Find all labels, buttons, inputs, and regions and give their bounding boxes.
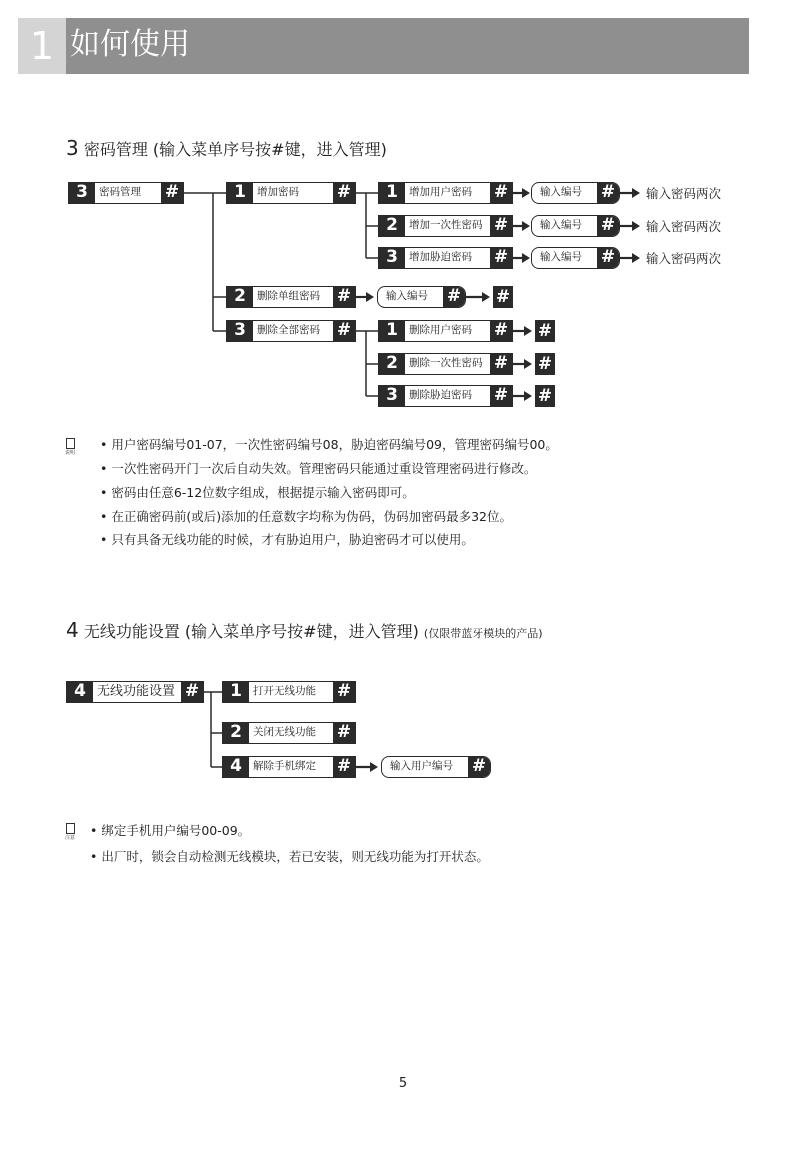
menu-number: 2 xyxy=(227,287,253,307)
note-icon xyxy=(66,823,75,834)
menu-label: 增加用户密码 xyxy=(409,186,472,198)
input-label: 输入编号 xyxy=(386,290,428,302)
menu-number: 3 xyxy=(69,183,95,203)
menu-number: 2 xyxy=(379,354,405,374)
note-line: • 在正确密码前(或后)添加的任意数字均称为伪码，伪码加密码最多32位。 xyxy=(100,509,513,524)
menu-number: 1 xyxy=(379,321,405,341)
menu-label: 删除胁迫密码 xyxy=(409,389,472,401)
menu-item-add-user-password xyxy=(378,182,513,204)
menu-label: 关闭无线功能 xyxy=(253,726,316,738)
menu-label: 增加密码 xyxy=(257,186,299,198)
note-line: • 用户密码编号01-07，一次性密码编号08，胁迫密码编号09，管理密码编号00。 xyxy=(100,437,558,452)
hash-key-icon: # xyxy=(161,183,183,203)
section3-title-text: 密码管理 (输入菜单序号按#键，进入管理) xyxy=(83,140,387,159)
menu-item-disable-wireless xyxy=(222,722,356,744)
note-icon-caption: 说明 xyxy=(65,450,76,456)
hash-key-icon: # xyxy=(535,385,555,407)
hash-key-icon: # xyxy=(333,183,355,203)
menu-number: 3 xyxy=(379,386,405,406)
hash-key-icon: # xyxy=(333,723,355,743)
hash-key-icon: # xyxy=(333,321,355,341)
input-number-box xyxy=(531,182,620,204)
input-label: 输入用户编号 xyxy=(390,760,453,772)
section4-title-note: (仅限带蓝牙模块的产品) xyxy=(423,627,543,640)
hash-key-icon: # xyxy=(181,682,203,702)
input-label: 输入编号 xyxy=(540,186,582,198)
hash-key-icon: # xyxy=(490,386,512,406)
hash-key-icon: # xyxy=(535,320,555,342)
menu-label: 打开无线功能 xyxy=(253,685,316,697)
input-number-box xyxy=(531,215,620,237)
menu-item-add-onetime-password xyxy=(378,215,513,237)
hash-key-icon: # xyxy=(333,757,355,777)
menu-number: 4 xyxy=(223,757,249,777)
input-user-number-box xyxy=(381,756,491,778)
hash-key-icon: # xyxy=(443,287,465,307)
hash-key-icon: # xyxy=(493,286,513,308)
hash-key-icon: # xyxy=(490,321,512,341)
hash-key-icon: # xyxy=(333,682,355,702)
result-text: 输入密码两次 xyxy=(646,251,722,266)
page-number: 5 xyxy=(398,1076,408,1091)
hash-key-icon: # xyxy=(490,354,512,374)
menu-item-add-password xyxy=(226,182,356,204)
input-label: 输入编号 xyxy=(540,251,582,263)
menu-number: 1 xyxy=(223,682,249,702)
menu-number: 2 xyxy=(379,216,405,236)
menu-label: 无线功能设置 xyxy=(97,684,176,699)
menu-label: 删除单组密码 xyxy=(257,290,320,302)
hash-key-icon: # xyxy=(597,183,619,203)
menu-item-delete-all xyxy=(226,320,356,342)
menu-label: 增加胁迫密码 xyxy=(409,251,472,263)
note-line: • 一次性密码开门一次后自动失效。管理密码只能通过重设管理密码进行修改。 xyxy=(100,461,537,476)
hash-key-icon: # xyxy=(333,287,355,307)
hash-key-icon: # xyxy=(597,248,619,268)
chapter-title: 如何使用 xyxy=(70,27,190,62)
section4-title xyxy=(66,618,543,642)
menu-item-enable-wireless xyxy=(222,681,356,703)
input-label: 输入编号 xyxy=(540,219,582,231)
hash-key-icon: # xyxy=(468,757,490,777)
note-icon-caption: 注意 xyxy=(65,835,76,841)
menu-label: 密码管理 xyxy=(99,186,141,198)
note-line: • 只有具备无线功能的时候，才有胁迫用户，胁迫密码才可以使用。 xyxy=(100,532,474,547)
hash-key-icon: # xyxy=(490,248,512,268)
menu-number: 2 xyxy=(223,723,249,743)
menu-label: 解除手机绑定 xyxy=(253,760,316,772)
hash-key-icon: # xyxy=(490,216,512,236)
section4-title-text: 无线功能设置 (输入菜单序号按#键，进入管理) xyxy=(83,622,419,641)
hash-key-icon: # xyxy=(597,216,619,236)
menu-number: 3 xyxy=(379,248,405,268)
menu-label: 增加一次性密码 xyxy=(409,219,483,231)
hash-key-icon: # xyxy=(535,353,555,375)
note-line: • 绑定手机用户编号00-09。 xyxy=(90,823,251,838)
section4-number: 4 xyxy=(66,618,79,642)
menu-item-delete-user-password xyxy=(378,320,513,342)
menu-label: 删除用户密码 xyxy=(409,324,472,336)
menu-item-delete-single xyxy=(226,286,356,308)
note-icon xyxy=(66,438,75,449)
menu-item-unbind-phone xyxy=(222,756,356,778)
menu-item-delete-onetime-password xyxy=(378,353,513,375)
note-line: • 出厂时，锁会自动检测无线模块，若已安装，则无线功能为打开状态。 xyxy=(90,849,489,864)
chapter-number: 1 xyxy=(18,18,66,74)
result-text: 输入密码两次 xyxy=(646,186,722,201)
menu-label: 删除全部密码 xyxy=(257,324,320,336)
menu-item-add-duress-password xyxy=(378,247,513,269)
input-number-box xyxy=(531,247,620,269)
section3-number: 3 xyxy=(66,136,79,160)
menu-number: 1 xyxy=(379,183,405,203)
menu-number: 3 xyxy=(227,321,253,341)
menu-root-password-management xyxy=(68,182,184,204)
result-text: 输入密码两次 xyxy=(646,219,722,234)
menu-number: 1 xyxy=(227,183,253,203)
note-line: • 密码由任意6-12位数字组成，根据提示输入密码即可。 xyxy=(100,485,415,500)
menu-item-delete-duress-password xyxy=(378,385,513,407)
menu-root-wireless-settings xyxy=(66,681,204,703)
menu-label: 删除一次性密码 xyxy=(409,357,483,369)
hash-key-icon: # xyxy=(490,183,512,203)
input-number-box xyxy=(377,286,466,308)
menu-number: 4 xyxy=(67,682,93,702)
